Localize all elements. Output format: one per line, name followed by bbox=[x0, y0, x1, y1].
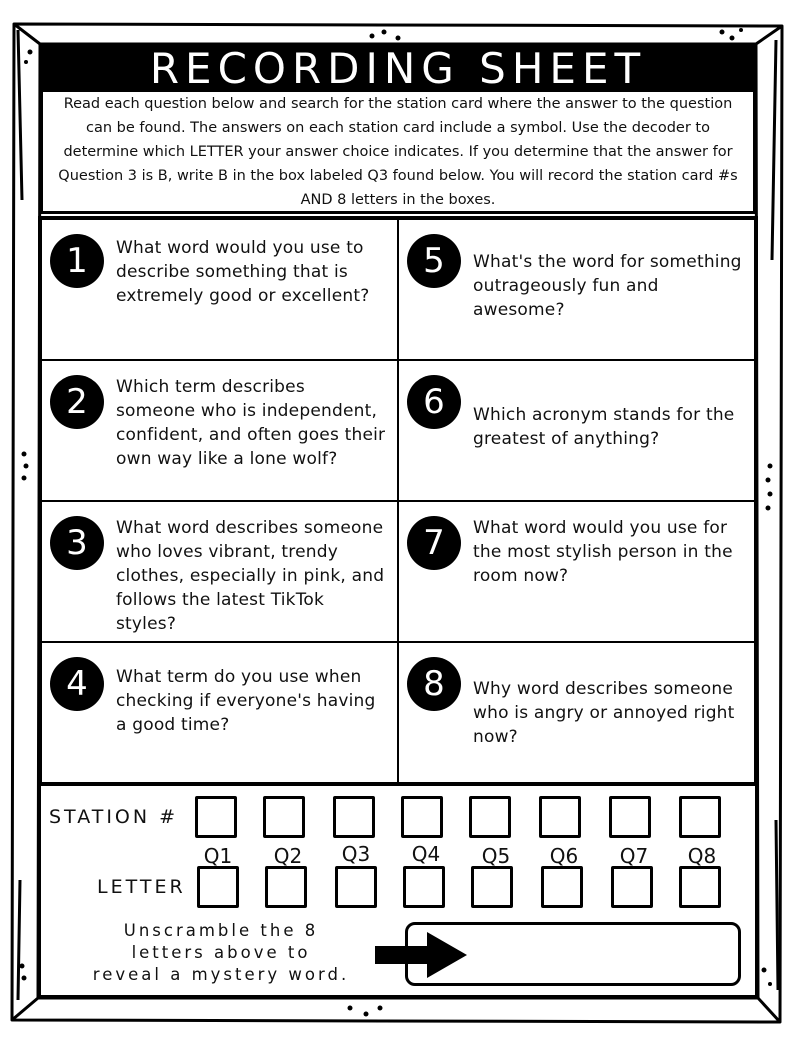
question-text: What's the word for something outrageously fun and awesome? bbox=[473, 252, 742, 320]
q-label: Q4 bbox=[411, 842, 441, 866]
unscramble-line: reveal a mystery word. bbox=[92, 965, 350, 984]
question-number: 6 bbox=[407, 375, 461, 429]
station-box-q4[interactable] bbox=[401, 796, 443, 838]
q-label: Q6 bbox=[549, 844, 579, 868]
question-number: 4 bbox=[50, 657, 104, 711]
q-label: Q3 bbox=[341, 842, 371, 866]
instructions-text: Read each question below and search for the station card where the answer to the question can be found. The answers on each station card include a symbol. Use the decoder to determine which LETTER your answer choice indicates. If you determine that the answer for Question 3 is B, write B in the box labeled Q3 found below. You will record the station card #s AND 8 letters in the boxes. bbox=[58, 95, 738, 208]
q-label: Q8 bbox=[687, 844, 717, 868]
question-number: 2 bbox=[50, 375, 104, 429]
letter-box-q4[interactable] bbox=[403, 866, 445, 908]
title-bar bbox=[40, 44, 756, 92]
q-label: Q5 bbox=[481, 844, 511, 868]
q-label: Q1 bbox=[203, 844, 233, 868]
question-cell-2 bbox=[41, 360, 398, 501]
letter-box-q7[interactable] bbox=[611, 866, 653, 908]
question-text: What term do you use when checking if everyone's having a good time? bbox=[116, 667, 376, 735]
station-box-q6[interactable] bbox=[539, 796, 581, 838]
question-number: 1 bbox=[50, 234, 104, 288]
q-label: Q2 bbox=[273, 844, 303, 868]
question-cell-5 bbox=[398, 219, 755, 360]
arrow-right-icon bbox=[373, 930, 473, 980]
question-text: Why word describes someone who is angry or annoyed right now? bbox=[473, 679, 735, 747]
question-number: 3 bbox=[50, 516, 104, 570]
instructions-box bbox=[40, 92, 756, 214]
q-label: Q7 bbox=[619, 844, 649, 868]
question-text: What word would you use for the most stylish person in the room now? bbox=[473, 518, 733, 586]
question-cell-6 bbox=[398, 360, 755, 501]
question-text: What word describes someone who loves vibrant, trendy clothes, especially in pink, and follows the latest TikTok styles? bbox=[116, 518, 385, 634]
letter-box-q5[interactable] bbox=[471, 866, 513, 908]
question-cell-4 bbox=[41, 642, 398, 783]
unscramble-line: letters above to bbox=[131, 943, 311, 962]
question-cell-8 bbox=[398, 642, 755, 783]
question-text: What word would you use to describe something that is extremely good or excellent? bbox=[116, 238, 370, 306]
station-box-q5[interactable] bbox=[469, 796, 511, 838]
question-number: 8 bbox=[407, 657, 461, 711]
station-box-q1[interactable] bbox=[195, 796, 237, 838]
letter-box-q2[interactable] bbox=[265, 866, 307, 908]
question-text: Which term describes someone who is independent, confident, and often goes their own way like a lone wolf? bbox=[116, 377, 386, 469]
station-box-q8[interactable] bbox=[679, 796, 721, 838]
letter-box-q6[interactable] bbox=[541, 866, 583, 908]
page-title: RECORDING SHEET bbox=[149, 43, 647, 93]
letter-label: LETTER bbox=[97, 876, 186, 898]
station-label: STATION # bbox=[49, 806, 179, 828]
question-number: 7 bbox=[407, 516, 461, 570]
station-box-q7[interactable] bbox=[609, 796, 651, 838]
question-number: 5 bbox=[407, 234, 461, 288]
station-box-q3[interactable] bbox=[333, 796, 375, 838]
question-cell-3 bbox=[41, 501, 398, 642]
recording-section bbox=[38, 786, 758, 998]
question-cell-1 bbox=[41, 219, 398, 360]
station-box-q2[interactable] bbox=[263, 796, 305, 838]
unscramble-instructions bbox=[61, 920, 381, 986]
letter-box-q8[interactable] bbox=[679, 866, 721, 908]
question-grid bbox=[38, 216, 758, 786]
unscramble-line: Unscramble the 8 bbox=[123, 921, 319, 940]
question-cell-7 bbox=[398, 501, 755, 642]
question-text: Which acronym stands for the greatest of anything? bbox=[473, 405, 735, 449]
letter-box-q1[interactable] bbox=[197, 866, 239, 908]
letter-box-q3[interactable] bbox=[335, 866, 377, 908]
